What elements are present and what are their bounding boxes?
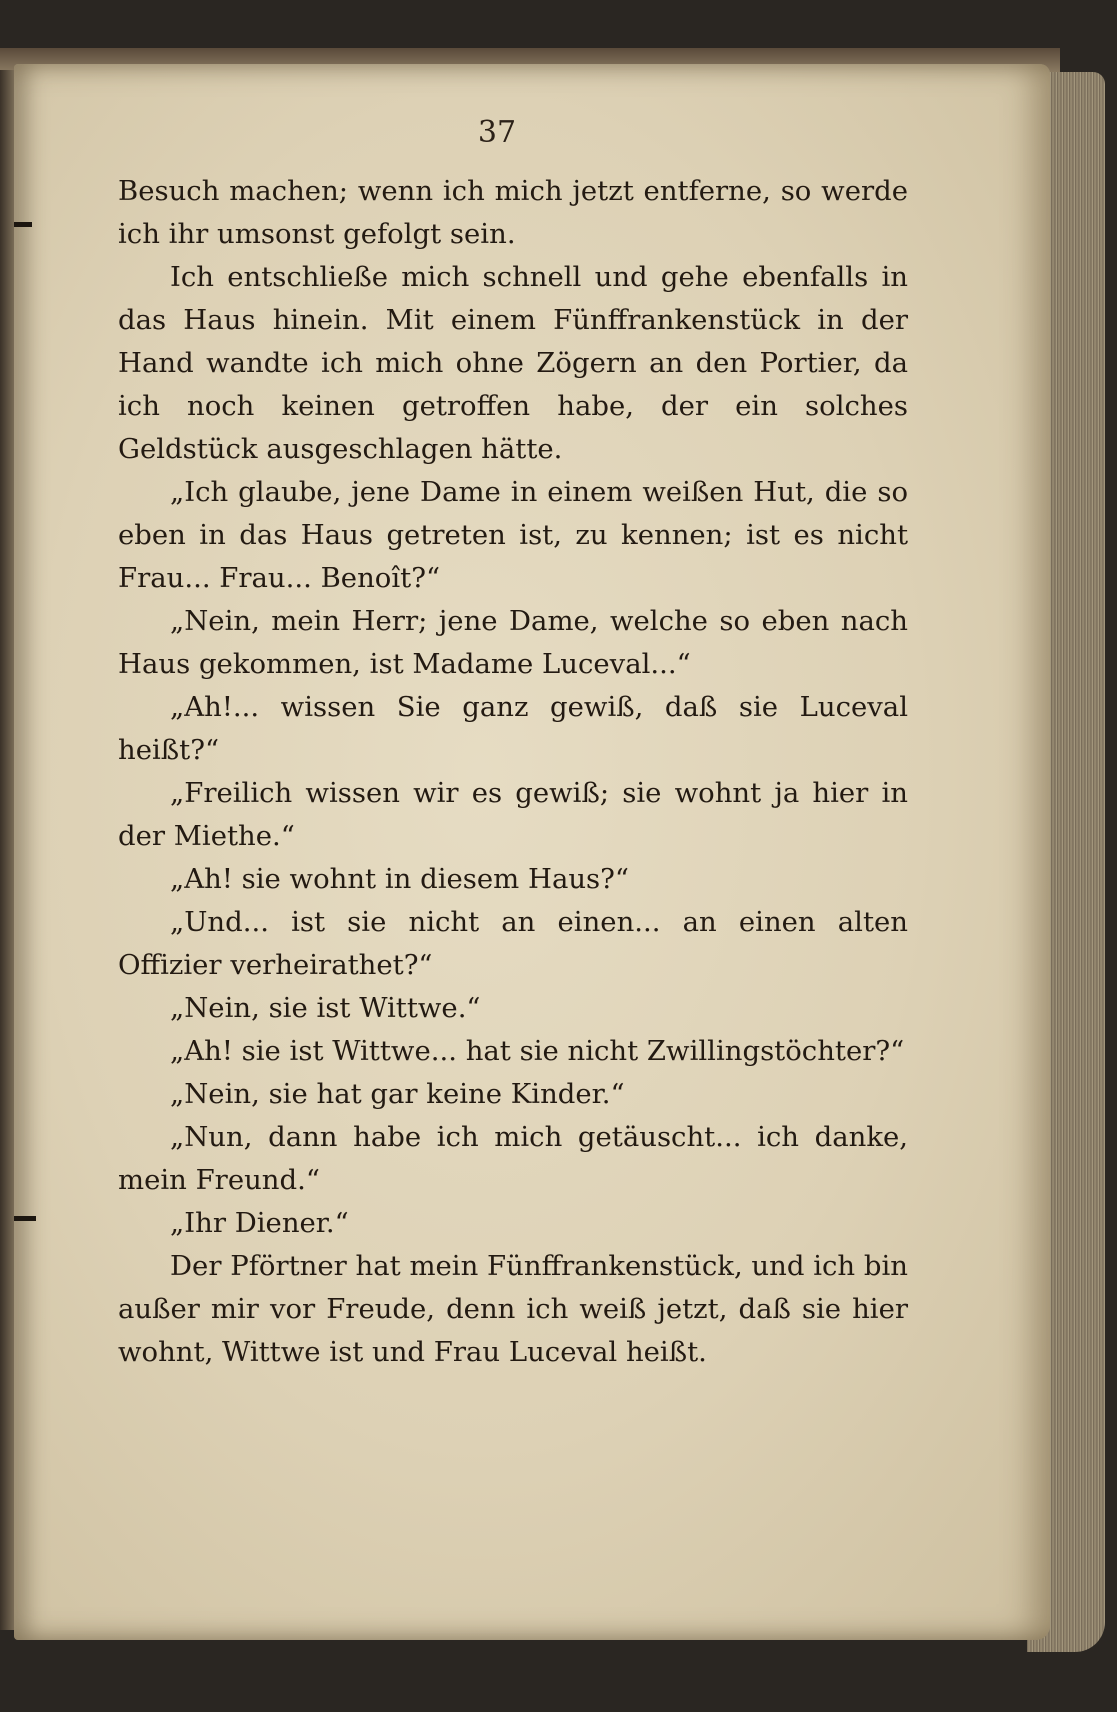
page-number: 37 <box>477 115 517 150</box>
paragraph: Ich entschließe mich schnell und gehe ebenfalls in das Haus hinein. Mit einem Fünffrankenstück in der Hand wandte ich mich ohne Zögern an den Portier, da ich noch keinen getroffen habe, der ein solches Geldstück ausgeschlagen hätte. <box>118 261 908 465</box>
binding-mark <box>14 1216 36 1221</box>
paragraph: „Ihr Diener.“ <box>170 1207 349 1239</box>
paragraph: „Ich glaube, jene Dame in einem weißen Hut, die so eben in das Haus getreten ist, zu kennen; ist es nicht Frau... Frau... Benoît?“ <box>118 476 908 594</box>
paragraph: Besuch machen; wenn ich mich jetzt entferne, so werde ich ihr umsonst gefolgt sein. <box>118 175 908 250</box>
paragraph: „Nein, mein Herr; jene Dame, welche so eben nach Haus gekommen, ist Madame Luceval...“ <box>118 605 908 680</box>
paragraph: „Nein, sie hat gar keine Kinder.“ <box>170 1078 625 1110</box>
paragraph: „Ah! sie wohnt in diesem Haus?“ <box>170 863 629 895</box>
paragraph: „Freilich wissen wir es gewiß; sie wohnt ja hier in der Miethe.“ <box>118 777 908 852</box>
paragraph: „Nun, dann habe ich mich getäuscht... ich danke, mein Freund.“ <box>118 1121 908 1196</box>
paragraph: „Und... ist sie nicht an einen... an einen alten Offizier verheirathet?“ <box>118 906 908 981</box>
paragraph: „Ah! sie ist Wittwe... hat sie nicht Zwillingstöchter?“ <box>170 1035 905 1067</box>
paragraph: „Nein, sie ist Wittwe.“ <box>170 992 481 1024</box>
page-body-text <box>118 170 908 1374</box>
binding-mark <box>14 222 32 227</box>
paragraph: Der Pförtner hat mein Fünffrankenstück, und ich bin außer mir vor Freude, denn ich weiß jetzt, daß sie hier wohnt, Wittwe ist und Frau Luceval heißt. <box>118 1250 908 1368</box>
paragraph: „Ah!... wissen Sie ganz gewiß, daß sie Luceval heißt?“ <box>118 691 908 766</box>
